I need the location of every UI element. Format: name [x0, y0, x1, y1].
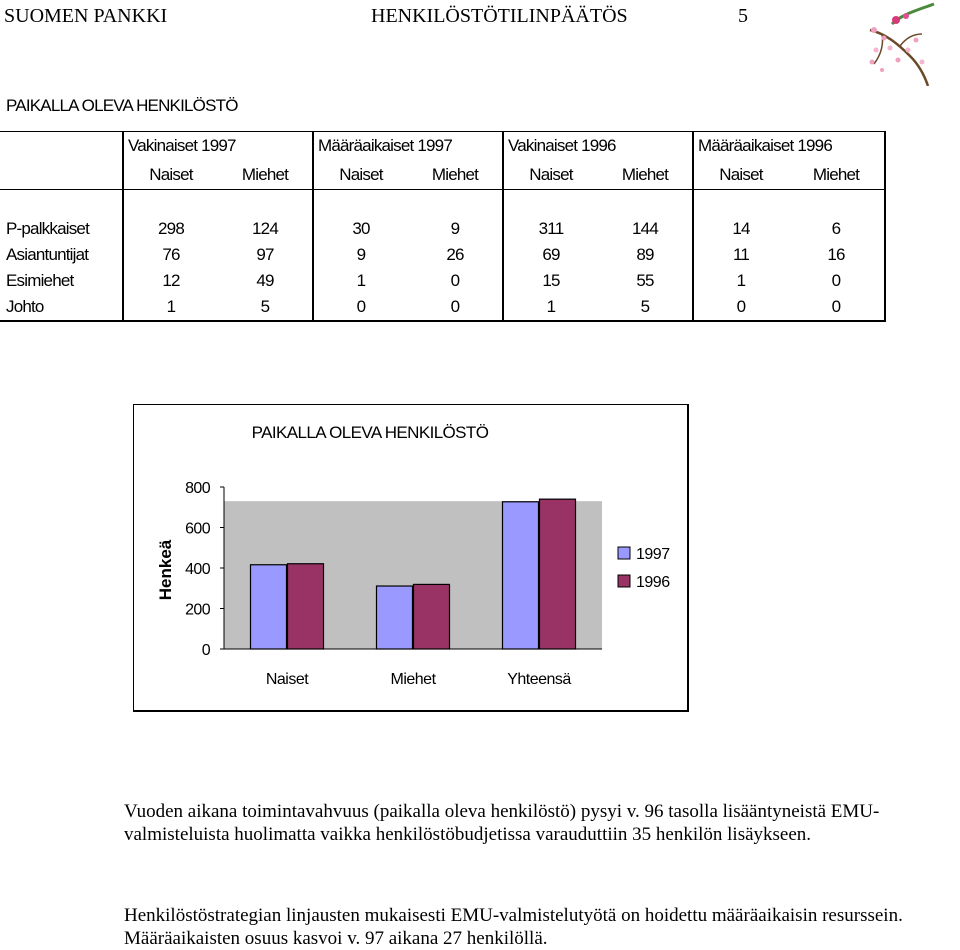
table-cell: 0 — [408, 294, 503, 321]
x-tick-label: Naiset — [265, 671, 309, 688]
staff-bar-chart — [133, 404, 689, 712]
table-cell: 311 — [538, 219, 564, 238]
column-header: Naiset — [719, 164, 763, 184]
body-paragraph: Henkilöstöstrategian linjausten mukaisesti EMU-valmistelutyötä on hoidettu määräaikaisin resurssein. Määräaikaisten osuus kasvoi v. 97 aikana 27 henkilöllä. — [124, 905, 903, 949]
table-cell: 5 — [598, 294, 693, 321]
table-cell: 0 — [313, 294, 408, 321]
table-cell: 16 — [788, 242, 885, 268]
x-tick-label: Miehet — [390, 671, 436, 688]
bar-1996-yhteensä — [540, 499, 576, 649]
header-bank-name: SUOMEN PANKKI — [4, 5, 168, 27]
table-cell: 1 — [503, 294, 598, 321]
table-cell: 9 — [408, 216, 503, 242]
table-cell: 0 — [693, 294, 788, 321]
table-cell: 1 — [123, 294, 218, 321]
section-title: PAIKALLA OLEVA HENKILÖSTÖ — [6, 96, 238, 115]
row-label: Johto — [0, 294, 123, 321]
table-row — [0, 242, 885, 268]
chart-title: PAIKALLA OLEVA HENKILÖSTÖ — [251, 423, 489, 442]
table-cell: 55 — [598, 268, 693, 294]
y-axis-label: Henkeä — [156, 539, 175, 601]
table-row — [0, 294, 885, 321]
column-header: Naiset — [149, 164, 193, 184]
table-cell: 124 — [218, 216, 313, 242]
y-tick-label: 800 — [185, 480, 210, 497]
bar-1997-naiset — [251, 565, 287, 649]
legend-label: 1996 — [636, 574, 670, 591]
bar-1996-miehet — [414, 584, 450, 649]
y-tick-label: 0 — [201, 642, 210, 659]
table-cell: 89 — [598, 242, 693, 268]
group-header-maaraaikaiset-1997: Määräaikaiset 1997 — [313, 132, 503, 161]
header-page-number: 5 — [738, 5, 748, 27]
legend-swatch-1997 — [618, 547, 630, 559]
group-header-vakinaiset-1996: Vakinaiset 1996 — [503, 132, 693, 161]
table-cell: 298 — [158, 219, 184, 238]
table-cell: 76 — [162, 245, 180, 264]
table-cell: 1 — [736, 271, 746, 290]
table-cell: 5 — [218, 294, 313, 321]
staff-table — [0, 131, 886, 322]
x-tick-label: Yhteensä — [507, 671, 571, 688]
row-label: Asiantuntijat — [0, 242, 123, 268]
legend-swatch-1996 — [618, 575, 630, 587]
chart-canvas — [134, 405, 687, 710]
legend-label: 1997 — [636, 546, 670, 563]
table-row — [0, 216, 885, 242]
table-row — [0, 268, 885, 294]
row-label: Esimiehet — [0, 268, 123, 294]
flower-logo-icon — [862, 0, 942, 86]
table-cell: 0 — [408, 268, 503, 294]
table-cell: 0 — [788, 294, 885, 321]
y-tick-label: 600 — [185, 520, 210, 538]
group-header-maaraaikaiset-1996: Määräaikaiset 1996 — [693, 132, 885, 161]
row-label: P-palkkaiset — [0, 216, 123, 242]
column-header: Naiset — [339, 164, 383, 184]
table-cell: 26 — [408, 242, 503, 268]
table-cell: 144 — [598, 216, 693, 242]
table-cell: 6 — [788, 216, 885, 242]
bar-1997-yhteensä — [503, 502, 539, 649]
y-tick-label: 400 — [185, 561, 210, 578]
table-cell: 14 — [732, 219, 750, 238]
column-header: Miehet — [408, 160, 503, 190]
table-cell: 9 — [356, 245, 366, 264]
bar-1997-miehet — [377, 586, 413, 649]
table-corner-cell — [0, 132, 123, 161]
column-header: Miehet — [788, 160, 885, 190]
table-cell: 97 — [218, 242, 313, 268]
table-cell: 0 — [788, 268, 885, 294]
y-tick-label: 200 — [185, 601, 210, 619]
table-cell: 49 — [218, 268, 313, 294]
table-cell: 1 — [356, 271, 366, 290]
column-header: Miehet — [598, 160, 693, 190]
header-document-title: HENKILÖSTÖTILINPÄÄTÖS — [371, 5, 628, 27]
table-cell: 30 — [352, 219, 370, 238]
table-cell: 15 — [542, 271, 560, 290]
table-cell: 69 — [542, 245, 560, 264]
group-header-vakinaiset-1997: Vakinaiset 1997 — [123, 132, 313, 161]
column-header: Naiset — [529, 164, 573, 184]
table-cell: 12 — [162, 271, 180, 290]
table-corner-cell — [0, 160, 123, 190]
bar-1996-naiset — [288, 564, 324, 649]
column-header: Miehet — [218, 160, 313, 190]
table-cell: 11 — [732, 245, 750, 264]
body-paragraph: Vuoden aikana toimintavahvuus (paikalla oleva henkilöstö) pysyi v. 96 tasolla lisääntyneistä EMU-valmisteluista huolimatta vaikka henkilöstöbudjetissa varauduttiin 35 henkilön lisäykseen. — [124, 801, 880, 845]
